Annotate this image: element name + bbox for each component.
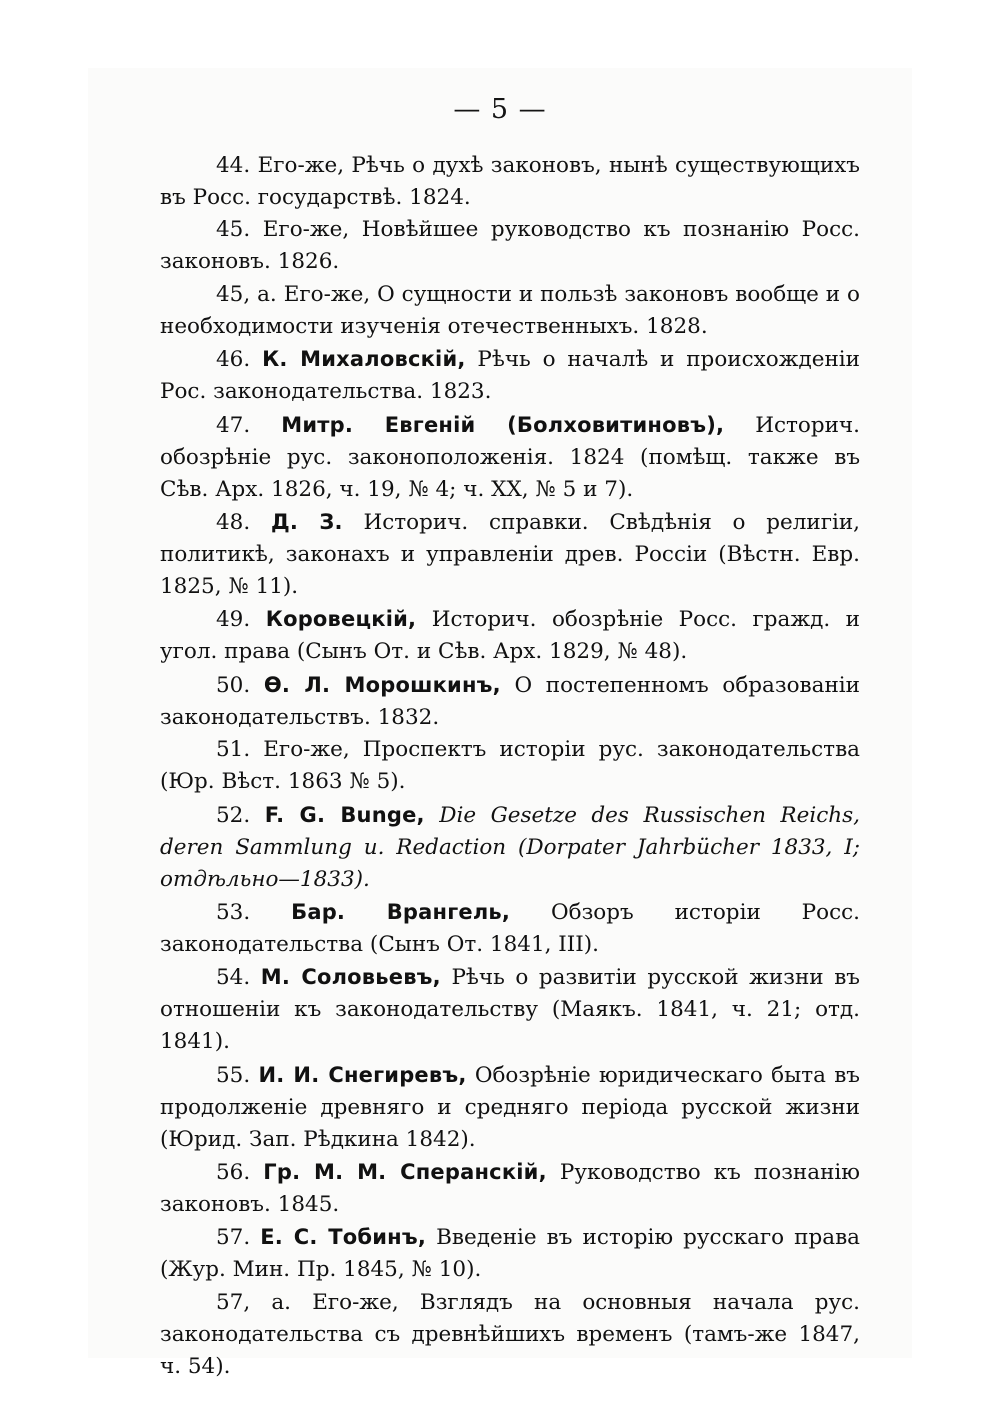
entry-author: Коровецкій, bbox=[265, 607, 417, 632]
entry-text: Историч. обозрѣніе рус. законоположенія. 1824 (помѣщ. также въ Сѣв. Арх. 1826, ч. 19, № 4; ч. XX, № 5 и 7). bbox=[160, 412, 860, 502]
entry-number: 46. bbox=[216, 347, 251, 373]
bibliography-entry bbox=[160, 150, 860, 214]
entry-author: Д. З. bbox=[270, 509, 343, 534]
entry-author: Е. С. Тобинъ, bbox=[260, 1225, 427, 1250]
entry-author: И. И. Снегиревъ, bbox=[258, 1062, 467, 1087]
entry-author: F. G. Bunge, bbox=[264, 802, 425, 827]
entry-number: 49. bbox=[216, 607, 251, 633]
entry-text: Его-же, Новѣйшее руководство къ познанію Росс. законовъ. 1826. bbox=[160, 217, 860, 275]
bibliography-entry bbox=[160, 279, 860, 343]
entry-text: Рѣчь о развитіи русской жизни въ отношеніи къ законодательству (Маякъ. 1841, ч. 21; отд. 1841). bbox=[160, 965, 860, 1055]
bibliography-entry bbox=[160, 734, 860, 798]
bibliography-entry bbox=[160, 1156, 860, 1221]
entry-text: Историч. справки. Свѣдѣнія о религіи, политикѣ, законахъ и управленіи древ. Россіи (Вѣстн. Евр. 1825, № 11). bbox=[160, 509, 860, 599]
entry-author: Ѳ. Л. Морошкинъ, bbox=[263, 672, 501, 697]
bibliography-entry bbox=[160, 1059, 860, 1156]
entry-author: М. Соловьевъ, bbox=[260, 965, 441, 990]
entry-number: 52. bbox=[216, 802, 251, 828]
entry-author: Митр. Евгеній (Болховитиновъ), bbox=[281, 412, 725, 437]
entry-author: Бар. Врангель, bbox=[291, 899, 511, 924]
bibliography-entry bbox=[160, 603, 860, 668]
entry-text: Обозрѣніе юридическаго быта въ продолженіе древняго и средняго періода русской жизни (Юрид. Зап. Рѣдкина 1842). bbox=[160, 1062, 860, 1152]
entry-text: Рѣчь о началѣ и происхожденіи Рос. законодательства. 1823. bbox=[160, 347, 860, 405]
page-number: — 5 — bbox=[453, 94, 547, 125]
entry-text: Die Gesetze des Russischen Reichs, deren Sammlung u. Redaction (Dorpater Jahrbücher 1833, I; отдѣльно—1833). bbox=[160, 802, 860, 892]
bibliography-entry bbox=[160, 669, 860, 734]
bibliography-entry bbox=[160, 343, 860, 408]
entry-text: Обзоръ исторіи Росс. законодательства (Сынъ От. 1841, III). bbox=[160, 899, 861, 957]
entry-text: Его-же, О сущности и пользѣ законовъ вообще и о необходимости изученія отечественныхъ. 1828. bbox=[160, 281, 860, 339]
entry-number: 55. bbox=[216, 1062, 251, 1088]
entry-number: 44. bbox=[216, 153, 251, 178]
bibliography-entry bbox=[160, 1287, 860, 1383]
entry-number: 57. bbox=[216, 1225, 251, 1251]
bibliography-entry bbox=[160, 961, 860, 1058]
entry-text: Его-же, Взглядъ на основныя начала рус. законодательства съ древнѣйшихъ временъ (тамъ-же 1847, ч. 54). bbox=[160, 1289, 860, 1379]
entry-text: О постепенномъ образованіи законодательствъ. 1832. bbox=[160, 672, 860, 730]
bibliography-entry bbox=[160, 214, 860, 278]
entry-text: Его-же, Проспектъ исторіи рус. законодательства (Юр. Вѣст. 1863 № 5). bbox=[160, 737, 860, 795]
entry-number: 50. bbox=[216, 672, 251, 698]
entry-author: К. Михаловскій, bbox=[262, 347, 466, 372]
entry-number: 57, а. bbox=[216, 1289, 292, 1315]
entry-number: 53. bbox=[216, 899, 251, 925]
entry-number: 54. bbox=[216, 965, 251, 991]
bibliography-entry bbox=[160, 506, 860, 603]
entry-number: 45, а. bbox=[216, 281, 277, 307]
entry-author: Гр. М. М. Сперанскій, bbox=[263, 1160, 547, 1185]
bibliography-entry bbox=[160, 409, 860, 506]
bibliography-entry bbox=[160, 896, 860, 961]
entry-number: 45. bbox=[216, 217, 251, 243]
bibliography-entry bbox=[160, 799, 860, 896]
entry-text: Введеніе въ исторію русскаго права (Жур. Мин. Пр. 1845, № 10). bbox=[160, 1225, 860, 1283]
entry-number: 48. bbox=[216, 509, 251, 535]
entry-number: 56. bbox=[216, 1160, 251, 1186]
entry-number: 51. bbox=[216, 737, 251, 763]
entry-number: 47. bbox=[216, 412, 251, 438]
entry-text: Его-же, Рѣчь о духѣ законовъ, нынѣ существующихъ въ Росс. государствѣ. 1824. bbox=[160, 153, 860, 210]
bibliography-list bbox=[160, 150, 860, 1383]
bibliography-entry bbox=[160, 1221, 860, 1286]
entry-text: Руководство къ познанію законовъ. 1845. bbox=[160, 1160, 860, 1218]
entry-text: Историч. обозрѣніе Росс. гражд. и угол. права (Сынъ От. и Сѣв. Арх. 1829, № 48). bbox=[160, 607, 860, 665]
